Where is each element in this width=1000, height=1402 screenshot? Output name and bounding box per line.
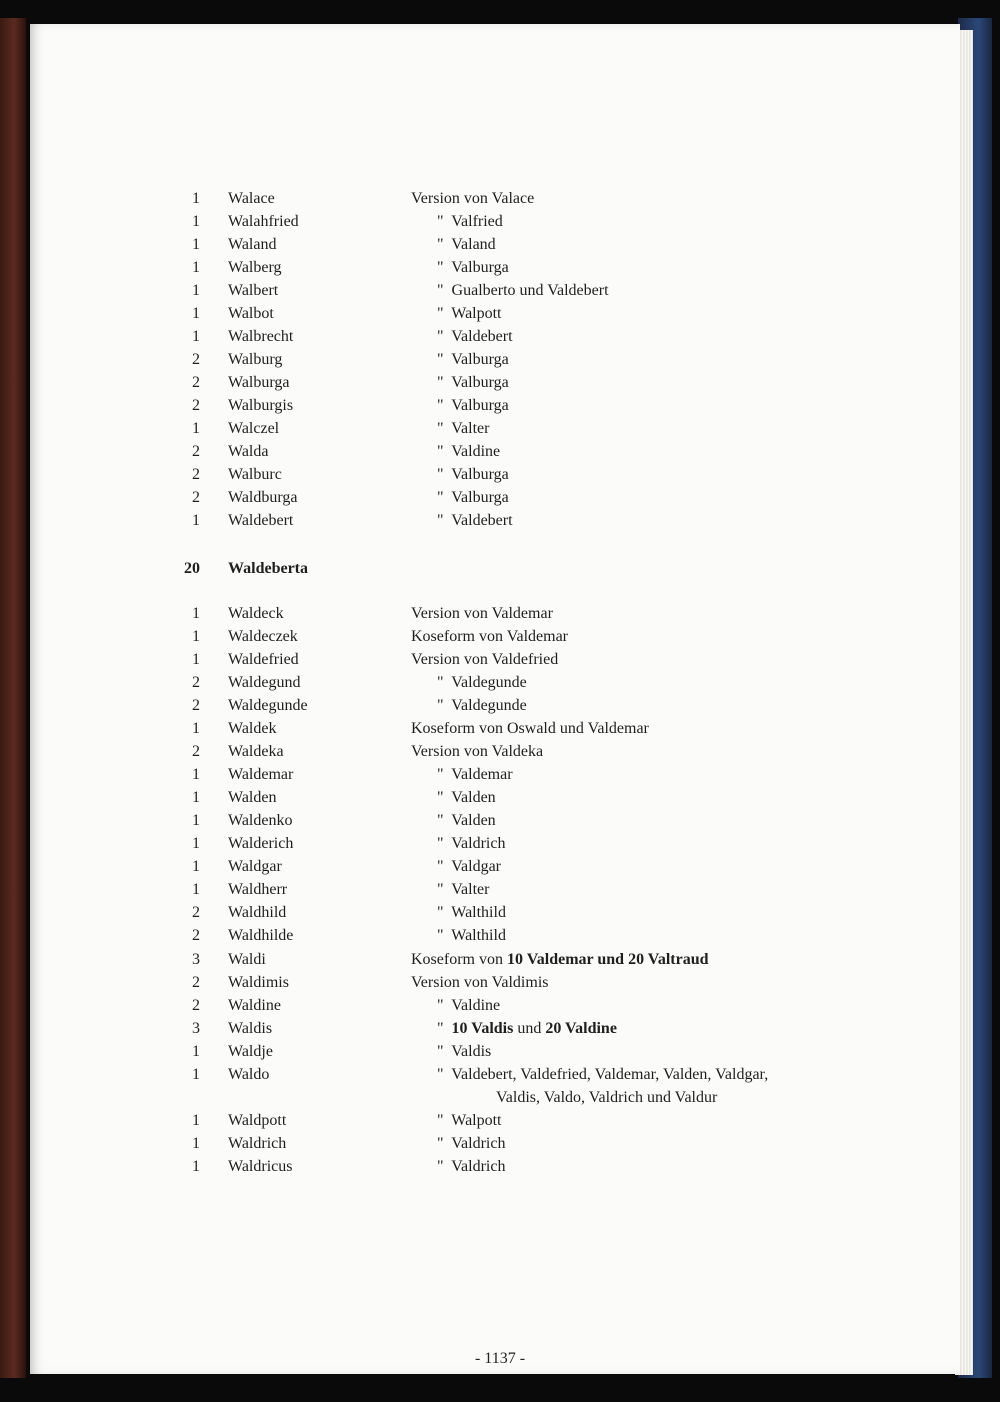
entry-description-text: " Valburga <box>437 489 509 506</box>
list-item <box>30 605 960 628</box>
entry-count: 2 <box>192 674 200 691</box>
entry-count: 2 <box>192 743 200 760</box>
list-item <box>30 674 960 697</box>
entry-description-text: " Valdegunde <box>437 697 527 714</box>
entry-description <box>437 236 496 254</box>
entry-count: 1 <box>192 1135 200 1152</box>
entry-description <box>437 351 509 369</box>
entry-description-text: und <box>513 1020 546 1037</box>
list-item <box>30 997 960 1020</box>
list-item <box>30 236 960 259</box>
entry-name: Walberg <box>228 259 282 276</box>
entry-description <box>437 674 527 692</box>
entry-count: 1 <box>192 1043 200 1060</box>
entry-description-text: Version von Valdeka <box>411 743 544 760</box>
entry-name: Waldefried <box>228 651 299 668</box>
entry-name: Waldricus <box>228 1158 293 1175</box>
entry-name: Waldine <box>228 997 281 1014</box>
entry-count: 2 <box>192 697 200 714</box>
list-item <box>30 858 960 881</box>
entry-description <box>437 812 496 830</box>
entry-name: Waldenko <box>228 812 293 829</box>
entry-name: Waldebert <box>228 512 294 529</box>
list-item <box>30 328 960 351</box>
entry-description-text: " Valdebert <box>437 328 513 345</box>
list-item <box>30 397 960 420</box>
entry-description <box>437 835 505 853</box>
entry-count: 1 <box>192 628 200 645</box>
entry-description-text: " Valdis <box>437 1043 492 1060</box>
list-item <box>30 789 960 812</box>
list-item <box>30 259 960 282</box>
list-item <box>30 1158 960 1181</box>
entry-count: 1 <box>192 420 200 437</box>
entry-count: 1 <box>192 328 200 345</box>
entry-description <box>437 466 509 484</box>
entry-description <box>437 697 527 715</box>
entry-description-text: " Valdine <box>437 443 501 460</box>
page-number: - 1137 - <box>474 1350 526 1367</box>
entry-description <box>437 1112 502 1130</box>
entry-description <box>437 1135 505 1153</box>
entry-name: Waland <box>228 236 277 253</box>
entry-description <box>411 190 534 208</box>
entry-description <box>496 1089 717 1107</box>
entry-description-text: " Valdebert, Valdefried, Valdemar, Valden, Valdgar, <box>437 1066 769 1083</box>
list-item <box>30 190 960 213</box>
entry-description-text: Koseform von <box>411 951 507 968</box>
entry-description-text: Version von Valdimis <box>411 974 549 991</box>
entry-count: 1 <box>192 259 200 276</box>
entry-count: 1 <box>192 305 200 322</box>
entry-description <box>437 927 506 945</box>
entry-description <box>437 489 509 507</box>
entry-name: Waldek <box>228 720 277 737</box>
entry-description-text: Koseform von Oswald und Valdemar <box>411 720 649 737</box>
entry-name: Walburga <box>228 374 290 391</box>
entry-count: 2 <box>192 997 200 1014</box>
entry-count: 1 <box>192 720 200 737</box>
entry-count: 1 <box>192 651 200 668</box>
list-item <box>30 697 960 720</box>
entry-description <box>437 789 496 807</box>
entry-description <box>437 328 513 346</box>
entry-count: 20 <box>184 560 200 577</box>
entry-description-text: " Valden <box>437 789 496 806</box>
entry-description <box>411 651 558 669</box>
entry-name: Waldeberta <box>228 560 308 577</box>
entry-name: Walczel <box>228 420 280 437</box>
entry-name: Waldo <box>228 1066 270 1083</box>
list-item <box>30 720 960 743</box>
entry-description-text: " Walpott <box>437 1112 502 1129</box>
entry-count: 1 <box>192 1066 200 1083</box>
entry-count: 2 <box>192 489 200 506</box>
entry-description <box>437 443 500 461</box>
entry-name: Walburg <box>228 351 283 368</box>
entry-description-text: " Valfried <box>437 213 503 230</box>
entry-description <box>437 881 489 899</box>
entry-description-text: Version von Valace <box>411 190 535 207</box>
entry-name: Waldeczek <box>228 628 298 645</box>
entry-description-text: " Valdine <box>437 997 501 1014</box>
entry-description <box>437 213 503 231</box>
entry-name: Waldhilde <box>228 927 294 944</box>
entry-description-text: " Valburga <box>437 351 509 368</box>
entry-name: Waldgar <box>228 858 282 875</box>
list-item <box>30 927 960 950</box>
entry-description-text: " Walthild <box>437 927 506 944</box>
entry-description <box>437 305 502 323</box>
entry-description-text: " Walpott <box>437 305 502 322</box>
entry-name: Waldburga <box>228 489 298 506</box>
entry-description <box>411 974 548 992</box>
entry-name: Walbrecht <box>228 328 294 345</box>
entry-description-text: " Valdrich <box>437 1135 506 1152</box>
entry-name: Waldherr <box>228 881 288 898</box>
entry-description-text: " Valand <box>437 236 496 253</box>
entry-description-text: " Walthild <box>437 904 506 921</box>
entry-description-text: " Valdebert <box>437 512 513 529</box>
entry-description-text: " Valburga <box>437 466 509 483</box>
entry-name: Waldemar <box>228 766 294 783</box>
entry-description <box>437 1066 768 1084</box>
entry-description-text: " Gualberto und Valdebert <box>437 282 609 299</box>
entry-description <box>437 766 513 784</box>
entry-name: Walburc <box>228 466 282 483</box>
entry-description <box>437 397 509 415</box>
entry-description-text: Koseform von Valdemar <box>411 628 568 645</box>
entry-count: 3 <box>192 1020 200 1037</box>
entry-name: Waldhild <box>228 904 287 921</box>
list-item <box>30 951 960 974</box>
entry-name: Waldpott <box>228 1112 287 1129</box>
entry-count: 1 <box>192 605 200 622</box>
entry-count: 1 <box>192 812 200 829</box>
entry-count: 1 <box>192 512 200 529</box>
list-item <box>30 651 960 674</box>
entry-name: Waldegund <box>228 674 301 691</box>
list-item <box>30 374 960 397</box>
entry-name: Waldimis <box>228 974 289 991</box>
entry-description-bold: 10 Valdis <box>451 1020 514 1037</box>
entry-count: 1 <box>192 282 200 299</box>
entry-description-text: Version von Valdefried <box>411 651 559 668</box>
entry-name: Waldis <box>228 1020 273 1037</box>
list-item <box>30 1043 960 1066</box>
entry-name: Waldje <box>228 1043 273 1060</box>
entry-description <box>437 512 513 530</box>
list-item <box>30 974 960 997</box>
entry-description-text: " <box>437 1020 452 1037</box>
entry-count: 1 <box>192 789 200 806</box>
entry-description-text: " Valdgar <box>437 858 501 875</box>
list-item <box>30 489 960 512</box>
entry-count: 1 <box>192 858 200 875</box>
entry-name: Waldi <box>228 951 266 968</box>
entry-description <box>437 420 489 438</box>
list-item <box>30 443 960 466</box>
entry-description-bold: 10 Valdemar und 20 Valtraud <box>506 951 709 968</box>
entry-description <box>437 259 509 277</box>
entry-description <box>411 743 543 761</box>
entry-description-text: Version von Valdemar <box>411 605 553 622</box>
entry-description <box>411 720 649 738</box>
entry-description <box>437 904 506 922</box>
entry-count: 2 <box>192 351 200 368</box>
entry-count: 2 <box>192 374 200 391</box>
entry-name: Walbot <box>228 305 274 322</box>
list-item <box>30 1135 960 1158</box>
entry-name: Waldeka <box>228 743 284 760</box>
entry-name: Walace <box>228 190 275 207</box>
entry-description-text: " Valburga <box>437 397 509 414</box>
list-item <box>30 282 960 305</box>
entry-count: 1 <box>192 236 200 253</box>
entry-description <box>437 1158 505 1176</box>
list-item <box>30 1066 960 1089</box>
list-item <box>30 1112 960 1135</box>
list-item <box>30 213 960 236</box>
entry-description-text: " Valter <box>437 420 490 437</box>
entry-description <box>411 951 709 969</box>
entry-count: 2 <box>192 443 200 460</box>
list-item <box>30 766 960 789</box>
entry-description-text: " Valter <box>437 881 490 898</box>
entry-count: 1 <box>192 766 200 783</box>
entry-description <box>437 282 609 300</box>
list-item <box>30 1020 960 1043</box>
entry-name: Waldegunde <box>228 697 308 714</box>
entry-count: 1 <box>192 190 200 207</box>
list-item <box>30 743 960 766</box>
entry-count: 2 <box>192 927 200 944</box>
entry-description-text: " Valdrich <box>437 1158 506 1175</box>
entry-description-text: " Valdegunde <box>437 674 527 691</box>
entry-count: 2 <box>192 904 200 921</box>
entry-count: 2 <box>192 974 200 991</box>
entry-description-text: " Valden <box>437 812 496 829</box>
list-item <box>30 1089 960 1112</box>
list-item <box>30 420 960 443</box>
entry-name: Walderich <box>228 835 294 852</box>
entry-name: Waldeck <box>228 605 284 622</box>
entry-name: Walden <box>228 789 277 806</box>
entry-count: 1 <box>192 835 200 852</box>
list-item <box>30 512 960 535</box>
entry-name: Walahfried <box>228 213 299 230</box>
entry-description <box>437 374 509 392</box>
list-item <box>30 835 960 858</box>
list-item <box>30 466 960 489</box>
entry-description <box>437 997 500 1015</box>
entry-count: 1 <box>192 213 200 230</box>
entry-description-bold: 20 Valdine <box>545 1020 617 1037</box>
list-item <box>30 881 960 904</box>
list-item <box>30 560 960 583</box>
entry-count: 3 <box>192 951 200 968</box>
entry-description-text: " Valdrich <box>437 835 506 852</box>
entry-name: Walda <box>228 443 269 460</box>
list-item <box>30 812 960 835</box>
entry-description <box>437 858 501 876</box>
entry-count: 1 <box>192 1158 200 1175</box>
entry-count: 1 <box>192 1112 200 1129</box>
entry-description <box>411 628 568 646</box>
list-item <box>30 904 960 927</box>
entry-description <box>437 1043 491 1061</box>
book-page <box>30 24 960 1374</box>
list-item <box>30 305 960 328</box>
entry-description-text: " Valdemar <box>437 766 513 783</box>
entry-name: Walbert <box>228 282 279 299</box>
entry-name: Walburgis <box>228 397 294 414</box>
entry-description-text: " Valburga <box>437 374 509 391</box>
entry-count: 1 <box>192 881 200 898</box>
entry-description-text: " Valburga <box>437 259 509 276</box>
book-cover-left <box>0 18 26 1378</box>
entry-description-text: Valdis, Valdo, Valdrich und Valdur <box>496 1089 718 1106</box>
entry-description <box>437 1020 617 1038</box>
list-item <box>30 628 960 651</box>
entry-count: 2 <box>192 397 200 414</box>
list-item <box>30 351 960 374</box>
entry-description <box>411 605 553 623</box>
entry-count: 2 <box>192 466 200 483</box>
entry-name: Waldrich <box>228 1135 287 1152</box>
